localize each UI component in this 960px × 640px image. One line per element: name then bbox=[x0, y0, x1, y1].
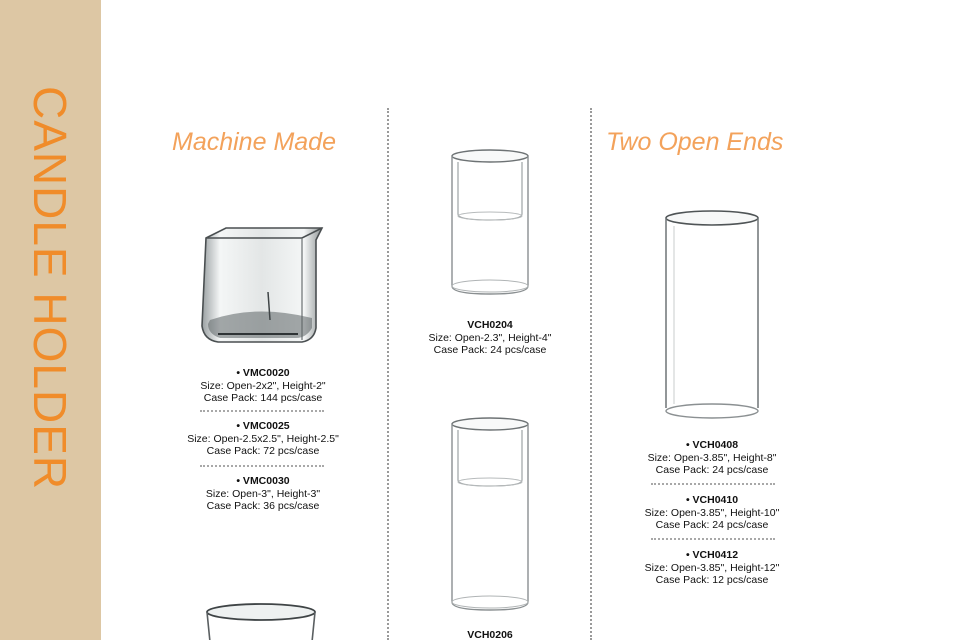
product-case-pack: Case Pack: 12 pcs/case bbox=[655, 574, 769, 586]
product-code: • VCH0410 bbox=[685, 494, 739, 506]
product-code: • VMC0020 bbox=[236, 367, 290, 379]
dotted-separator bbox=[200, 465, 324, 467]
product-spec-vmc0020 bbox=[163, 367, 363, 405]
product-size: Size: Open-3.85", Height-8" bbox=[647, 451, 777, 464]
product-code: VCH0206 bbox=[467, 629, 513, 640]
product-size: Size: Open-3", Height-3" bbox=[205, 487, 321, 500]
product-code: VCH0204 bbox=[467, 319, 513, 331]
cylinder-holder-vch0204-image bbox=[448, 148, 532, 296]
product-case-pack: Case Pack: 144 pcs/case bbox=[203, 392, 323, 404]
product-size: Size: Open-3.85", Height-12" bbox=[644, 561, 780, 574]
open-ends-cylinder-image bbox=[662, 208, 762, 422]
cylinder-holder-vch0206-image bbox=[448, 416, 532, 612]
section-heading-two-open-ends: Two Open Ends bbox=[606, 128, 784, 156]
dotted-separator bbox=[651, 483, 775, 485]
dotted-separator bbox=[651, 538, 775, 540]
product-spec-vmc0025 bbox=[153, 420, 373, 458]
category-title: CANDLE HOLDER bbox=[24, 86, 76, 491]
dotted-separator bbox=[200, 410, 324, 412]
round-glass-holder-image bbox=[204, 602, 318, 640]
product-spec-vmc0030 bbox=[163, 475, 363, 513]
product-case-pack: Case Pack: 24 pcs/case bbox=[433, 344, 547, 356]
product-size: Size: Open-2.5x2.5", Height-2.5" bbox=[187, 432, 339, 445]
section-heading-machine-made: Machine Made bbox=[172, 128, 336, 156]
product-code: • VMC0025 bbox=[236, 420, 290, 432]
product-size: Size: Open-3.85", Height-10" bbox=[644, 506, 780, 519]
product-case-pack: Case Pack: 36 pcs/case bbox=[206, 500, 320, 512]
product-code: • VCH0408 bbox=[685, 439, 739, 451]
product-size: Size: Open-2.3", Height-4" bbox=[428, 331, 552, 344]
column-divider-right bbox=[590, 108, 592, 640]
product-spec-vch0410 bbox=[612, 494, 812, 532]
product-spec-vch0408 bbox=[612, 439, 812, 477]
product-code: • VMC0030 bbox=[236, 475, 290, 487]
product-code: • VCH0412 bbox=[685, 549, 739, 561]
product-spec-vch0206 bbox=[390, 629, 590, 640]
product-spec-vch0204 bbox=[390, 319, 590, 357]
product-size: Size: Open-2x2", Height-2" bbox=[200, 379, 326, 392]
product-spec-vch0412 bbox=[612, 549, 812, 587]
column-divider-left bbox=[387, 108, 389, 640]
side-band bbox=[0, 0, 101, 640]
product-case-pack: Case Pack: 72 pcs/case bbox=[206, 445, 320, 457]
product-case-pack: Case Pack: 24 pcs/case bbox=[655, 464, 769, 476]
product-case-pack: Case Pack: 24 pcs/case bbox=[655, 519, 769, 531]
square-glass-holder-image bbox=[196, 222, 330, 346]
